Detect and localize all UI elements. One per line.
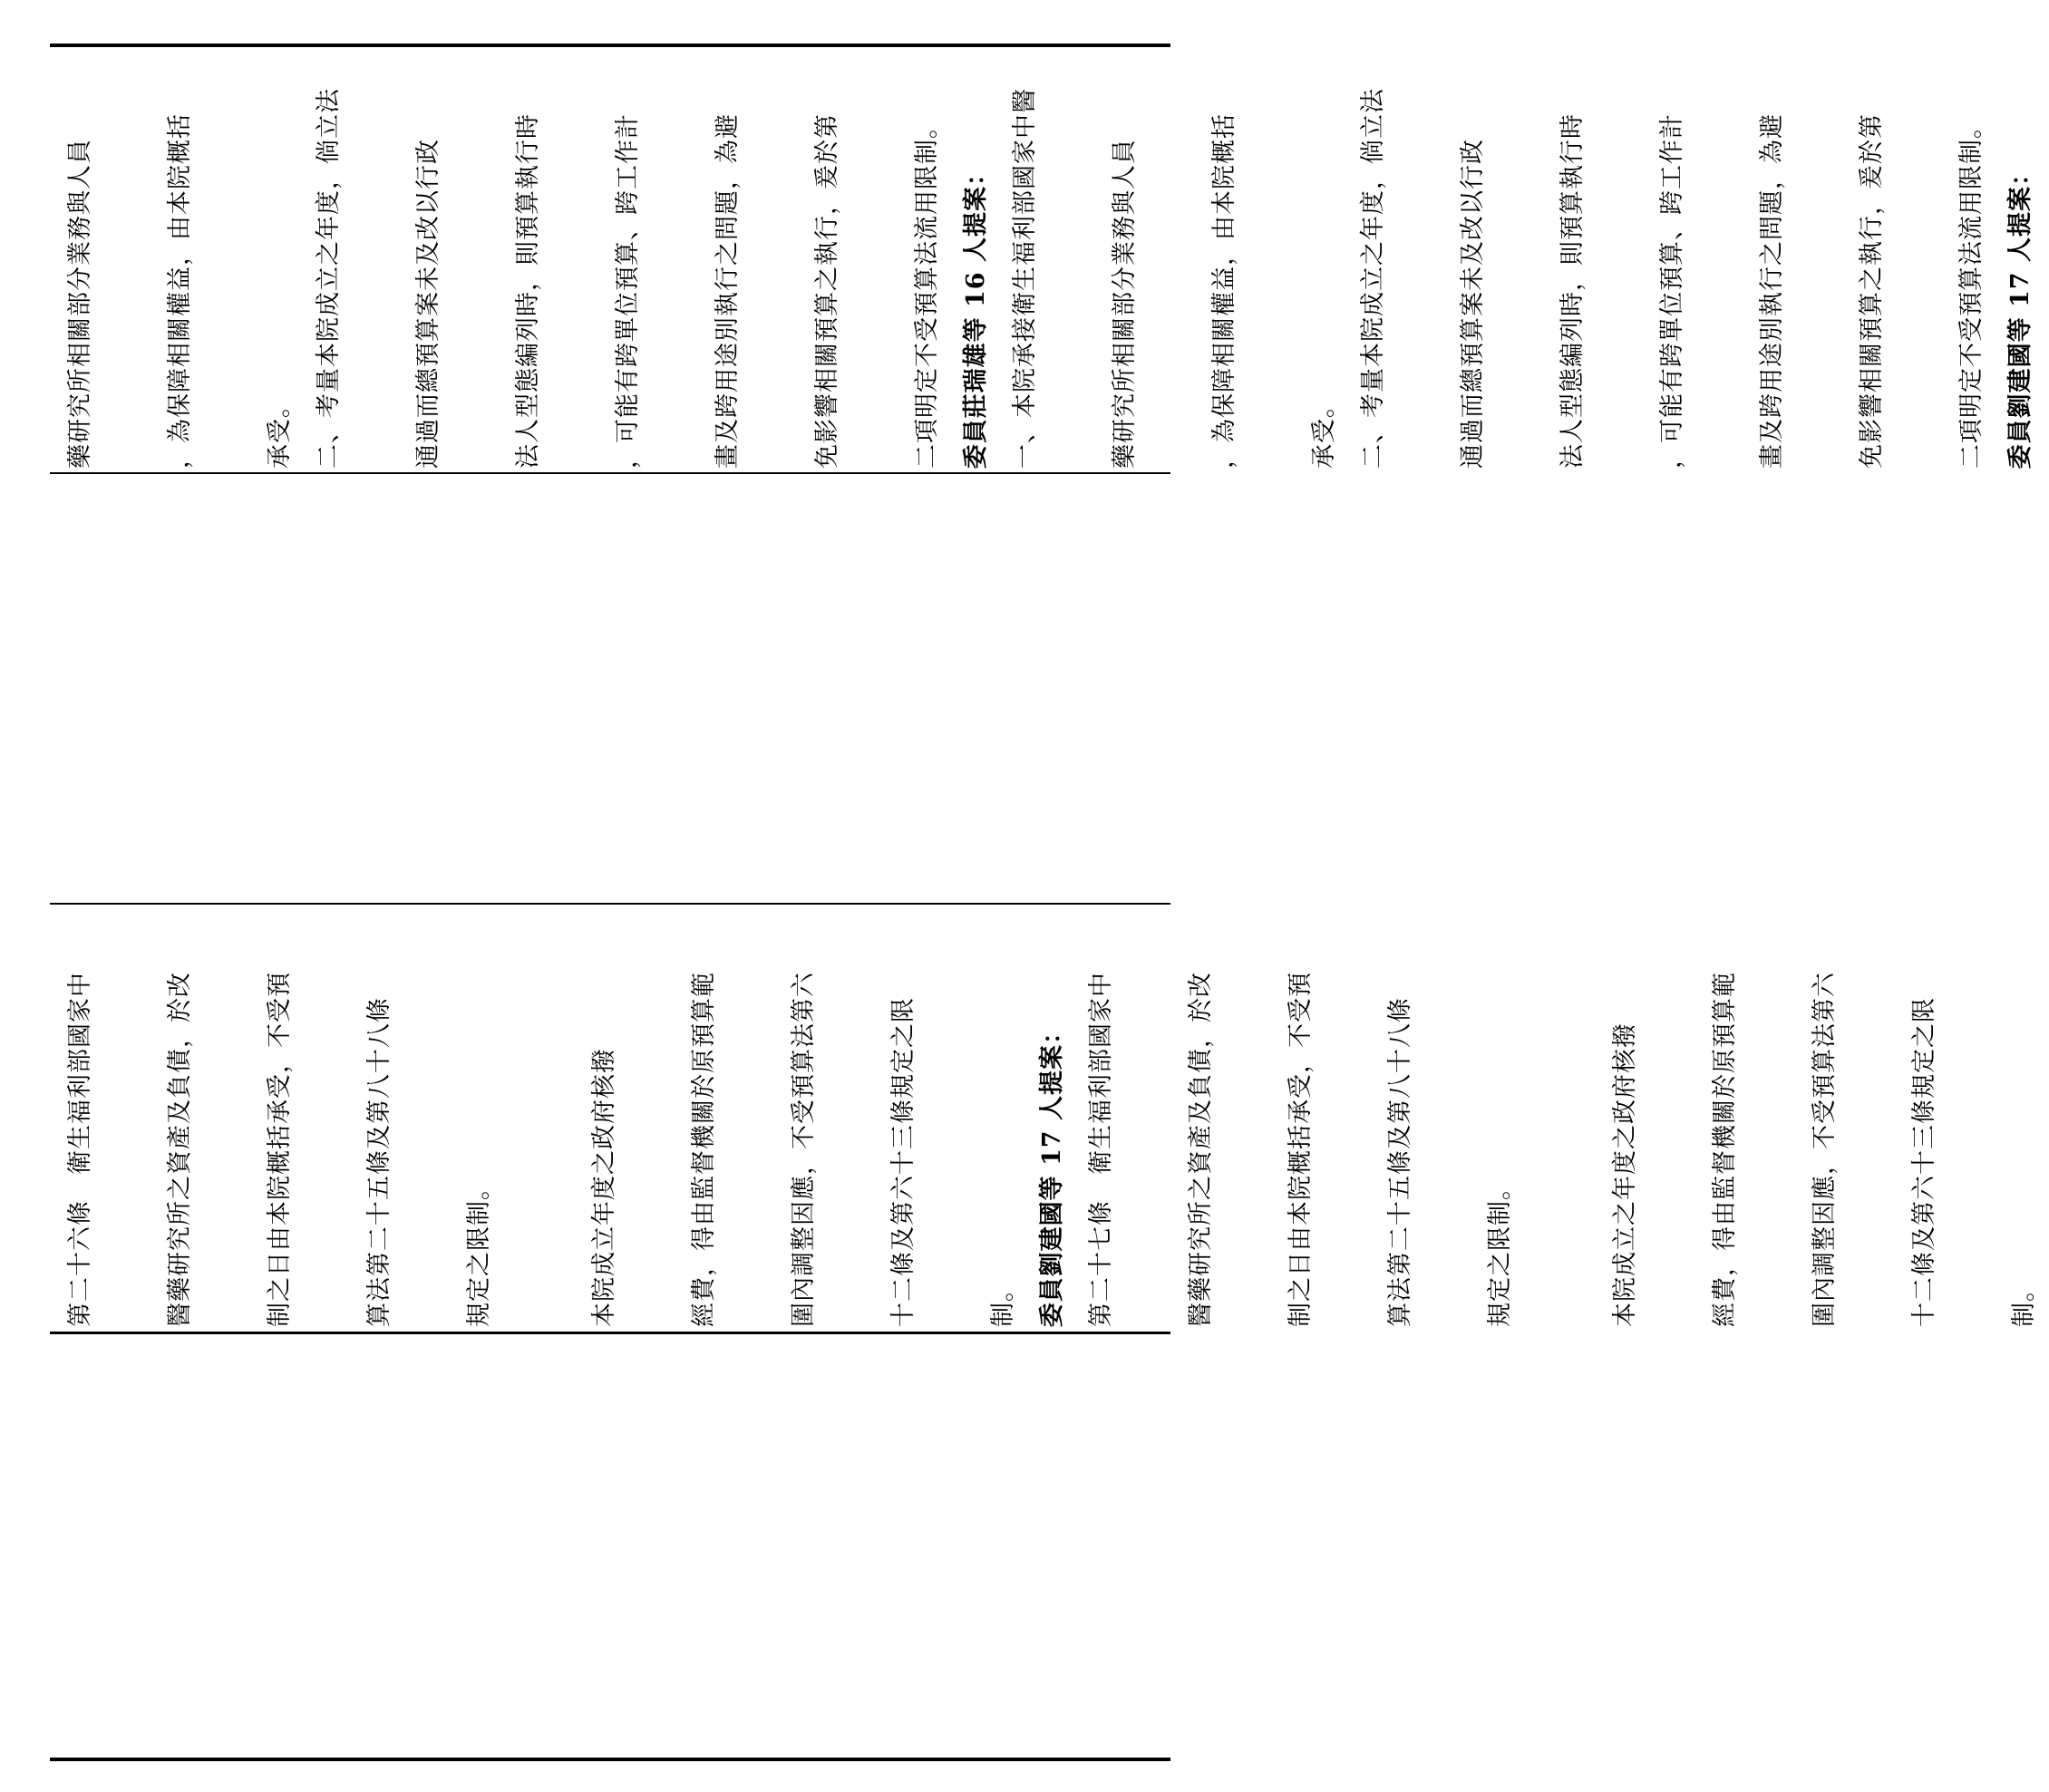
bottom-text-block — [56, 910, 2038, 1327]
text-line: 二、考量本院成立之年度，倘立法 — [1359, 88, 1387, 469]
section-divider-rule — [50, 1332, 1170, 1334]
article-line: 算法第二十五條及第八十八條 — [1386, 997, 1414, 1327]
text-line: ，可能有跨單位預算、跨工作計 — [1658, 113, 1686, 469]
article-line: 制之日由本院概括承受，不受預 — [266, 972, 294, 1327]
article-line: 規定之限制。 — [1486, 1175, 1514, 1327]
top-rule — [50, 44, 1170, 47]
article-line: 制。 — [2010, 1276, 2038, 1327]
article-line: 算法第二十五條及第八十八條 — [365, 997, 393, 1327]
lower-middle-rule — [50, 903, 1170, 905]
text-line: 承受。 — [1310, 392, 1338, 469]
article-line: 第二十六條 衛生福利部國家中 — [66, 972, 94, 1327]
article-line: 十二條及第六十三條規定之限 — [889, 997, 918, 1327]
article-line: 本院成立之年度之政府核撥 — [1611, 1022, 1639, 1327]
article-line: 經費，得由監督機關於原預算範 — [690, 972, 718, 1327]
article-line: 十二條及第六十三條規定之限 — [1910, 997, 1938, 1327]
article-line: 圍內調整因應，不受預算法第六 — [790, 972, 818, 1327]
text-line: 二、考量本院成立之年度，倘立法 — [315, 88, 343, 469]
article-line: 本院成立年度之政府核撥 — [590, 1048, 618, 1327]
text-line: 二項明定不受預算法流用限制。 — [913, 113, 941, 469]
article-line: 經費，得由監督機關於原預算範 — [1711, 972, 1739, 1327]
text-line: 法人型態編列時，則預算執行時 — [514, 113, 542, 469]
text-line: 藥研究所相關部分業務與人員 — [1111, 139, 1139, 469]
article-line: 制。 — [989, 1276, 1017, 1327]
text-line: 一、本院承接衛生福利部國家中醫 — [1011, 88, 1039, 469]
text-line: 二項明定不受預算法流用限制。 — [1957, 113, 1986, 469]
text-line: 通過而總預算案未及改以行政 — [1459, 139, 1487, 469]
article-line: 制之日由本院概括承受，不受預 — [1287, 972, 1315, 1327]
text-line: 畫及跨用途別執行之問題，為避 — [1758, 113, 1786, 469]
text-line: 法人型態編列時，則預算執行時 — [1559, 113, 1587, 469]
article-line: 醫藥研究所之資產及負債，於改 — [1187, 972, 1215, 1327]
bottom-rule — [50, 1758, 1170, 1761]
text-line: ，可能有跨單位預算、跨工作計 — [614, 113, 642, 469]
text-line: ，為保障相關權益，由本院概括 — [166, 113, 194, 469]
article-line: 規定之限制。 — [465, 1175, 493, 1327]
article-line: 醫藥研究所之資產及負債，於改 — [166, 972, 194, 1327]
top-text-block — [56, 56, 2034, 469]
text-line: 藥研究所相關部分業務與人員 — [66, 139, 94, 469]
proposal-heading: 委員莊瑞雄等 16 人提案： — [962, 160, 990, 469]
text-line: 畫及跨用途別執行之問題，為避 — [714, 113, 742, 469]
text-line: 免影響相關預算之執行，爰於第 — [1858, 113, 1886, 469]
upper-middle-rule — [50, 472, 1170, 474]
proposal-heading: 委員劉建國等 17 人提案： — [2006, 160, 2034, 469]
article-line: 圍內調整因應，不受預算法第六 — [1811, 972, 1839, 1327]
article-line: 第二十七條 衛生福利部國家中 — [1087, 972, 1115, 1327]
text-line: 免影響相關預算之執行，爰於第 — [813, 113, 841, 469]
text-line: 承受。 — [266, 392, 294, 469]
proposal-heading: 委員劉建國等 17 人提案： — [1038, 1018, 1066, 1327]
text-line: ，為保障相關權益，由本院概括 — [1210, 113, 1238, 469]
text-line: 通過而總預算案未及改以行政 — [414, 139, 442, 469]
